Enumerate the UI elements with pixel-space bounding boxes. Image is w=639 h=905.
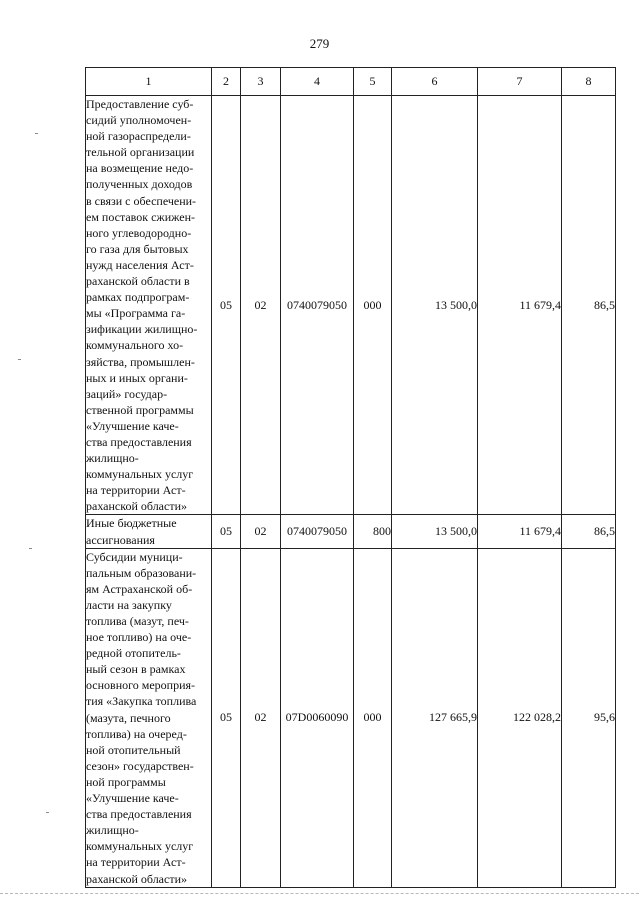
expense-type-cell: 800 <box>354 515 392 548</box>
table-row <box>86 96 616 515</box>
row-name-line: ственной программы <box>86 402 194 417</box>
section-code-cell: 05 <box>212 96 241 515</box>
scan-speck <box>29 548 32 549</box>
row-name-line: полученных доходов <box>86 177 193 192</box>
subsection-code-cell: 02 <box>241 548 281 887</box>
expense-type-cell: 000 <box>354 548 392 887</box>
row-name-line: основного мероприя- <box>86 678 196 693</box>
row-name-line: на территории Аст- <box>86 483 186 498</box>
execution-percent-cell: 95,6 <box>562 548 616 887</box>
budget-execution-table <box>85 67 616 888</box>
row-name-line: ласти на закупку <box>86 597 172 612</box>
row-name-line: сезон» государствен- <box>86 758 194 773</box>
col-header-1: 1 <box>86 68 212 96</box>
page-number: 279 <box>309 36 330 51</box>
row-name-line: «Улучшение каче- <box>86 418 179 433</box>
row-name-line: Иные бюджетные <box>86 516 177 531</box>
row-name-line: го газа для бытовых <box>86 241 189 256</box>
row-name-cell <box>86 515 212 548</box>
col-header-8: 8 <box>562 68 616 96</box>
row-name-line: жилищно- <box>86 823 139 838</box>
row-name-line: Субсидии муници- <box>86 549 183 564</box>
col-header-7: 7 <box>478 68 562 96</box>
row-name-line: ный сезон в рамках <box>86 662 186 677</box>
table-header-row <box>86 68 616 96</box>
row-name-line: ных и иных органи- <box>86 370 188 385</box>
row-name-line: «Улучшение каче- <box>86 791 179 806</box>
executed-amount-cell: 11 679,4 <box>478 515 562 548</box>
row-name-line: топлива) на очеред- <box>86 726 187 741</box>
planned-amount-cell: 13 500,0 <box>392 96 478 515</box>
row-name-line: коммунального хо- <box>86 338 184 353</box>
row-name-line: жилищно- <box>86 451 139 466</box>
target-article-cell: 0740079050 <box>281 96 354 515</box>
planned-amount-cell: 127 665,9 <box>392 548 478 887</box>
table-row <box>86 548 616 887</box>
execution-percent-cell: 86,5 <box>562 96 616 515</box>
scan-speck <box>46 812 49 813</box>
row-name-line: раханской области» <box>86 871 187 886</box>
executed-amount-cell: 122 028,2 <box>478 548 562 887</box>
col-header-3: 3 <box>241 68 281 96</box>
row-name-line: ем поставок сжижен- <box>86 209 196 224</box>
subsection-code-cell: 02 <box>241 96 281 515</box>
col-header-2: 2 <box>212 68 241 96</box>
row-name-line: Предоставление суб- <box>86 97 194 111</box>
row-name-line: коммунальных услуг <box>86 839 194 854</box>
row-name-line: ства предоставления <box>86 807 192 822</box>
row-name-line: рамках подпрограм- <box>86 290 190 305</box>
row-name-line: ной программы <box>86 774 166 789</box>
row-name-line: коммунальных услуг <box>86 467 194 482</box>
col-header-4: 4 <box>281 68 354 96</box>
row-name-line: ства предоставления <box>86 434 192 449</box>
scan-edge-line <box>0 893 639 894</box>
section-code-cell: 05 <box>212 548 241 887</box>
target-article-cell: 0740079050 <box>281 515 354 548</box>
section-code-cell: 05 <box>212 515 241 548</box>
col-header-6: 6 <box>392 68 478 96</box>
executed-amount-cell: 11 679,4 <box>478 96 562 515</box>
row-name-line: ного углеводородно- <box>86 225 192 240</box>
row-name-cell <box>86 96 212 515</box>
row-name-line: ям Астраханской об- <box>86 581 193 596</box>
row-name-line: редной отопитель- <box>86 646 181 661</box>
row-name-line: в связи с обеспечени- <box>86 193 197 208</box>
target-article-cell: 07D0060090 <box>281 548 354 887</box>
scan-speck <box>35 133 38 134</box>
row-name-line: заций» государ- <box>86 386 168 401</box>
row-name-line: мы «Программа га- <box>86 306 186 321</box>
row-name-line: раханской области в <box>86 274 190 289</box>
row-name-line: пальным образовани- <box>86 565 197 580</box>
subsection-code-cell: 02 <box>241 515 281 548</box>
row-name-line: (мазута, печного <box>86 710 171 725</box>
row-name-line: тельной организации <box>86 145 195 160</box>
col-header-5: 5 <box>354 68 392 96</box>
expense-type-cell: 000 <box>354 96 392 515</box>
row-name-line: топлива (мазут, печ- <box>86 614 189 628</box>
table-row <box>86 515 616 548</box>
row-name-line: на территории Аст- <box>86 855 186 870</box>
row-name-line: нужд населения Аст- <box>86 257 194 272</box>
row-name-line: ной газораспредели- <box>86 129 191 144</box>
row-name-line: ассигнования <box>86 532 155 547</box>
row-name-line: на возмещение недо- <box>86 161 194 176</box>
row-name-line: ной отопительный <box>86 742 181 757</box>
row-name-line: раханской области» <box>86 499 187 514</box>
row-name-line: сидий уполномочен- <box>86 113 192 128</box>
planned-amount-cell: 13 500,0 <box>392 515 478 548</box>
row-name-line: ное топливо) на оче- <box>86 630 192 645</box>
scan-speck <box>18 359 21 360</box>
row-name-line: зяйства, промышлен- <box>86 354 195 369</box>
row-name-cell <box>86 548 212 887</box>
row-name-line: тия «Закупка топлива <box>86 694 197 709</box>
execution-percent-cell: 86,5 <box>562 515 616 548</box>
row-name-line: зификации жилищно- <box>86 322 198 337</box>
